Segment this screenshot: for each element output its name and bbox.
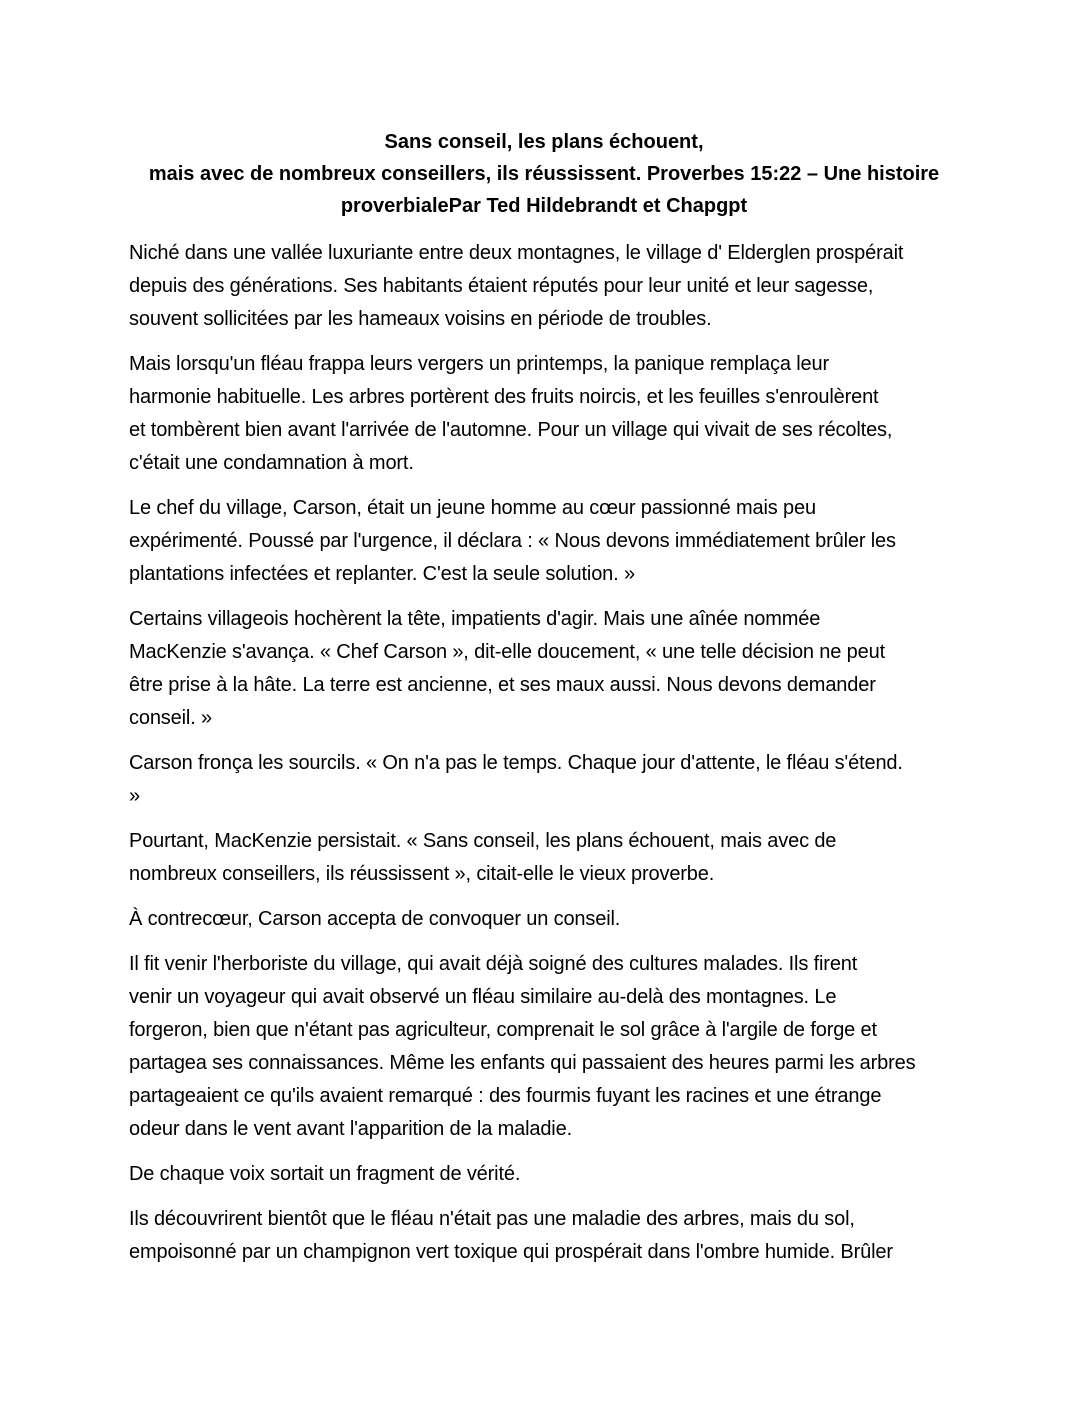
paragraph (129, 348, 964, 480)
paragraph (129, 603, 964, 735)
text-line: conseil. » (129, 707, 212, 729)
text-line: depuis des générations. Ses habitants étaient réputés pour leur unité et leur sagesse, (129, 275, 874, 297)
text-line: partageaient ce qu'ils avaient remarqué : des fourmis fuyant les racines et une étrange (129, 1085, 882, 1107)
title-line: Sans conseil, les plans échouent, (384, 131, 704, 153)
text-line: Le chef du village, Carson, était un jeune homme au cœur passionné mais peu (129, 497, 816, 519)
text-line: » (129, 785, 140, 807)
text-line: partagea ses connaissances. Même les enfants qui passaient des heures parmi les arbres (129, 1052, 916, 1074)
paragraph (129, 747, 964, 813)
text-line: empoisonné par un champignon vert toxique qui prospérait dans l'ombre humide. Brûler (129, 1241, 893, 1263)
text-line: Mais lorsqu'un fléau frappa leurs vergers un printemps, la panique remplaça leur (129, 353, 829, 375)
text-line: souvent sollicitées par les hameaux voisins en période de troubles. (129, 308, 712, 330)
paragraph (129, 1158, 964, 1191)
text-line: Carson fronça les sourcils. « On n'a pas le temps. Chaque jour d'attente, le fléau s'étend. (129, 752, 903, 774)
paragraph (129, 903, 964, 936)
text-line: forgeron, bien que n'étant pas agriculteur, comprenait le sol grâce à l'argile de forge et (129, 1019, 877, 1041)
text-line: Certains villageois hochèrent la tête, impatients d'agir. Mais une aînée nommée (129, 608, 821, 630)
text-line: De chaque voix sortait un fragment de vérité. (129, 1163, 521, 1185)
text-line: À contrecœur, Carson accepta de convoquer un conseil. (129, 908, 621, 930)
text-line: MacKenzie s'avança. « Chef Carson », dit-elle doucement, « une telle décision ne peut (129, 641, 885, 663)
paragraph (129, 237, 964, 336)
paragraph (129, 825, 964, 891)
document-body (129, 237, 964, 1281)
text-line: plantations infectées et replanter. C'est la seule solution. » (129, 563, 635, 585)
paragraph (129, 492, 964, 591)
title-line: mais avec de nombreux conseillers, ils réussissent. Proverbes 15:22 – Une histoire (148, 163, 940, 185)
paragraph (129, 1203, 964, 1269)
document-title (130, 126, 958, 222)
text-line: harmonie habituelle. Les arbres portèrent des fruits noircis, et les feuilles s'enroulèrent (129, 386, 879, 408)
title-line: proverbialePar Ted Hildebrandt et Chapgpt (340, 195, 748, 217)
text-line: Ils découvrirent bientôt que le fléau n'était pas une maladie des arbres, mais du sol, (129, 1208, 855, 1230)
text-line: expérimenté. Poussé par l'urgence, il déclara : « Nous devons immédiatement brûler les (129, 530, 896, 552)
paragraph (129, 948, 964, 1146)
text-line: Pourtant, MacKenzie persistait. « Sans conseil, les plans échouent, mais avec de (129, 830, 837, 852)
text-line: nombreux conseillers, ils réussissent », citait-elle le vieux proverbe. (129, 863, 715, 885)
text-line: et tombèrent bien avant l'arrivée de l'automne. Pour un village qui vivait de ses récoltes, (129, 419, 893, 441)
text-line: venir un voyageur qui avait observé un fléau similaire au-delà des montagnes. Le (129, 986, 837, 1008)
text-line: Il fit venir l'herboriste du village, qui avait déjà soigné des cultures malades. Ils firent (129, 953, 858, 975)
text-line: c'était une condamnation à mort. (129, 452, 414, 474)
text-line: odeur dans le vent avant l'apparition de la maladie. (129, 1118, 572, 1140)
text-line: Niché dans une vallée luxuriante entre deux montagnes, le village d' Elderglen prospérait (129, 242, 904, 264)
text-line: être prise à la hâte. La terre est ancienne, et ses maux aussi. Nous devons demander (129, 674, 876, 696)
